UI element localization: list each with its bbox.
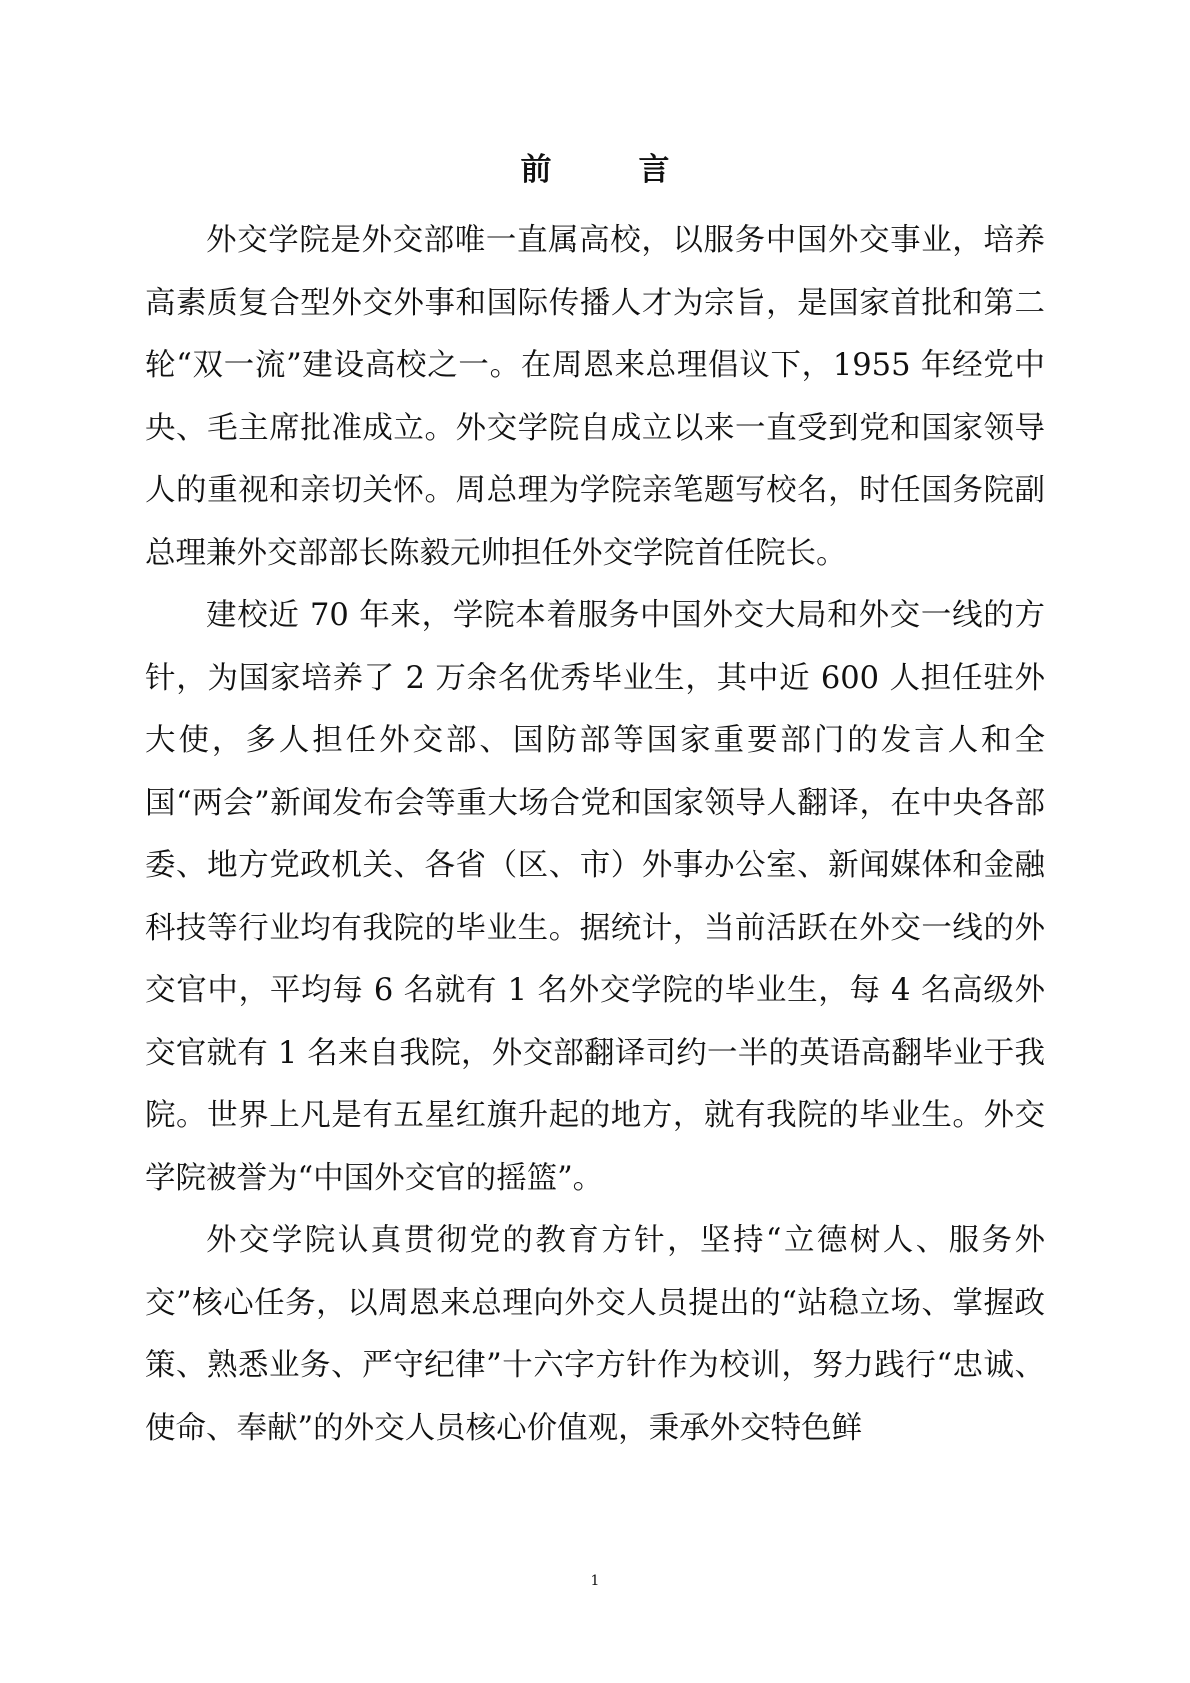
paragraph-graduates: 建校近 70 年来，学院本着服务中国外交大局和外交一线的方针，为国家培养了 2 万余名优秀毕业生，其中近 600 人担任驻外大使，多人担任外交部、国防部等国家重要部门的发言人和全国“两会”新闻发布会等重大场合党和国家领导人翻译，在中央各部委、地方党政机关、各省（区、市）外事办公室、新闻媒体和金融科技等行业均有我院的毕业生。据统计，当前活跃在外交一线的外交官中，平均每 6 名就有 1 名外交学院的毕业生，每 4 名高级外交官就有 1 名来自我院，外交部翻译司约一半的英语高翻毕业于我院。世界上凡是有五星红旗升起的地方，就有我院的毕业生。外交学院被誉为“中国外交官的摇篮”。 [145,598,1045,1196]
page-number: 1 [590,1573,600,1589]
paragraph-intro: 外交学院是外交部唯一直属高校，以服务中国外交事业，培养高素质复合型外交外事和国际传播人才为宗旨，是国家首批和第二轮“双一流”建设高校之一。在周恩来总理倡议下，1955 年经党中央、毛主席批准成立。外交学院自成立以来一直受到党和国家领导人的重视和亲切关怀。周总理为学院亲笔题写校名，时任国务院副总理兼外交部部长陈毅元帅担任外交学院首任院长。 [145,223,1045,571]
paragraph-education-policy: 外交学院认真贯彻党的教育方针，坚持“立德树人、服务外交”核心任务，以周恩来总理向外交人员提出的“站稳立场、掌握政策、熟悉业务、严守纪律”十六字方针作为校训，努力践行“忠诚、使命、奉献”的外交人员核心价值观，秉承外交特色鲜 [145,1223,1045,1446]
page-title: 前 言 [520,152,698,188]
document-body [145,210,1045,1460]
